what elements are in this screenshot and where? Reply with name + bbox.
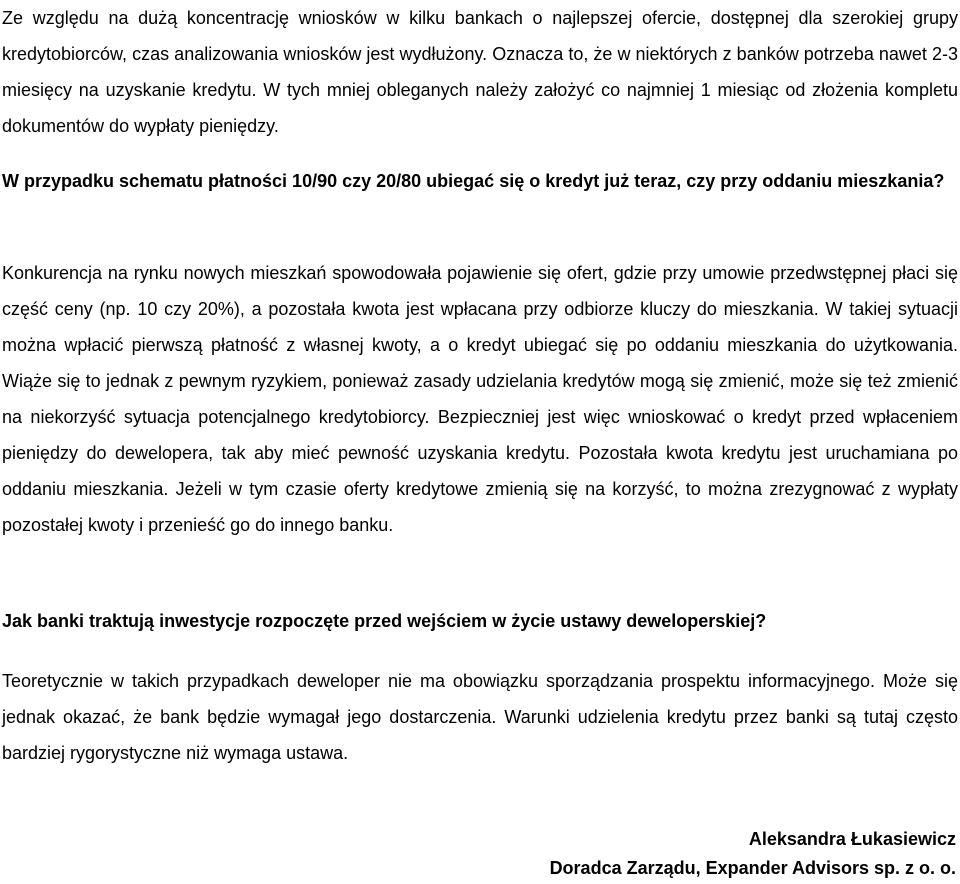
question-heading-developer-law: Jak banki traktują inwestycje rozpoczęte przed wejściem w życie ustawy deweloperskiej? xyxy=(2,611,767,631)
signature-name: Aleksandra Łukasiewicz xyxy=(748,829,956,849)
paragraph-payment-schedule-answer: Konkurencja na rynku nowych mieszkań spowodowała pojawienie się ofert, gdzie przy umowie przedwstępnej płaci się część ceny (np. 10 czy 20%), a pozostała kwota jest wpłacana przy odbiorze kluczy do mieszkania. W takiej sytuacji można wpłacić pierwszą płatność z własnej kwoty, a o kredyt ubiegać się po oddaniu mieszkania do użytkowania. Wiąże się to jednak z pewnym ryzykiem, ponieważ zasady udzielania kredytów mogą się zmienić, może się też zmienić na niekorzyść sytuacja potencjalnego kredytobiorcy. Bezpieczniej jest więc wnioskować o kredyt przed wpłaceniem pieniędzy do dewelopera, tak aby mieć pewność uzyskania kredytu. Pozostała kwota kredytu jest uruchamiana po oddaniu mieszkania. Jeżeli w tym czasie oferty kredytowe zmienią się na korzyść, to można zrezygnować z wypłaty pozostałej kwoty i przenieść go do innego banku. xyxy=(2,263,958,535)
signature-role: Doradca Zarządu, Expander Advisors sp. z o. o. xyxy=(549,858,956,878)
paragraph-developer-law-answer: Teoretycznie w takich przypadkach deweloper nie ma obowiązku sporządzania prospektu informacyjnego. Może się jednak okazać, że bank będzie wymagał jego dostarczenia. Warunki udzielenia kredytu przez banki są tutaj często bardziej rygorystyczne niż wymaga ustawa. xyxy=(2,671,958,763)
question-heading-payment-schedule: W przypadku schematu płatności 10/90 czy 20/80 ubiegać się o kredyt już teraz, czy przy oddaniu mieszkania? xyxy=(2,171,945,191)
paragraph-loan-processing-time: Ze względu na dużą koncentrację wniosków w kilku bankach o najlepszej ofercie, dostępnej dla szerokiej grupy kredytobiorców, czas analizowania wniosków jest wydłużony. Oznacza to, że w niektórych z banków potrzeba nawet 2-3 miesięcy na uzyskanie kredytu. W tych mniej obleganych należy założyć co najmniej 1 miesiąc od złożenia kompletu dokumentów do wypłaty pieniędzy. xyxy=(2,8,958,136)
